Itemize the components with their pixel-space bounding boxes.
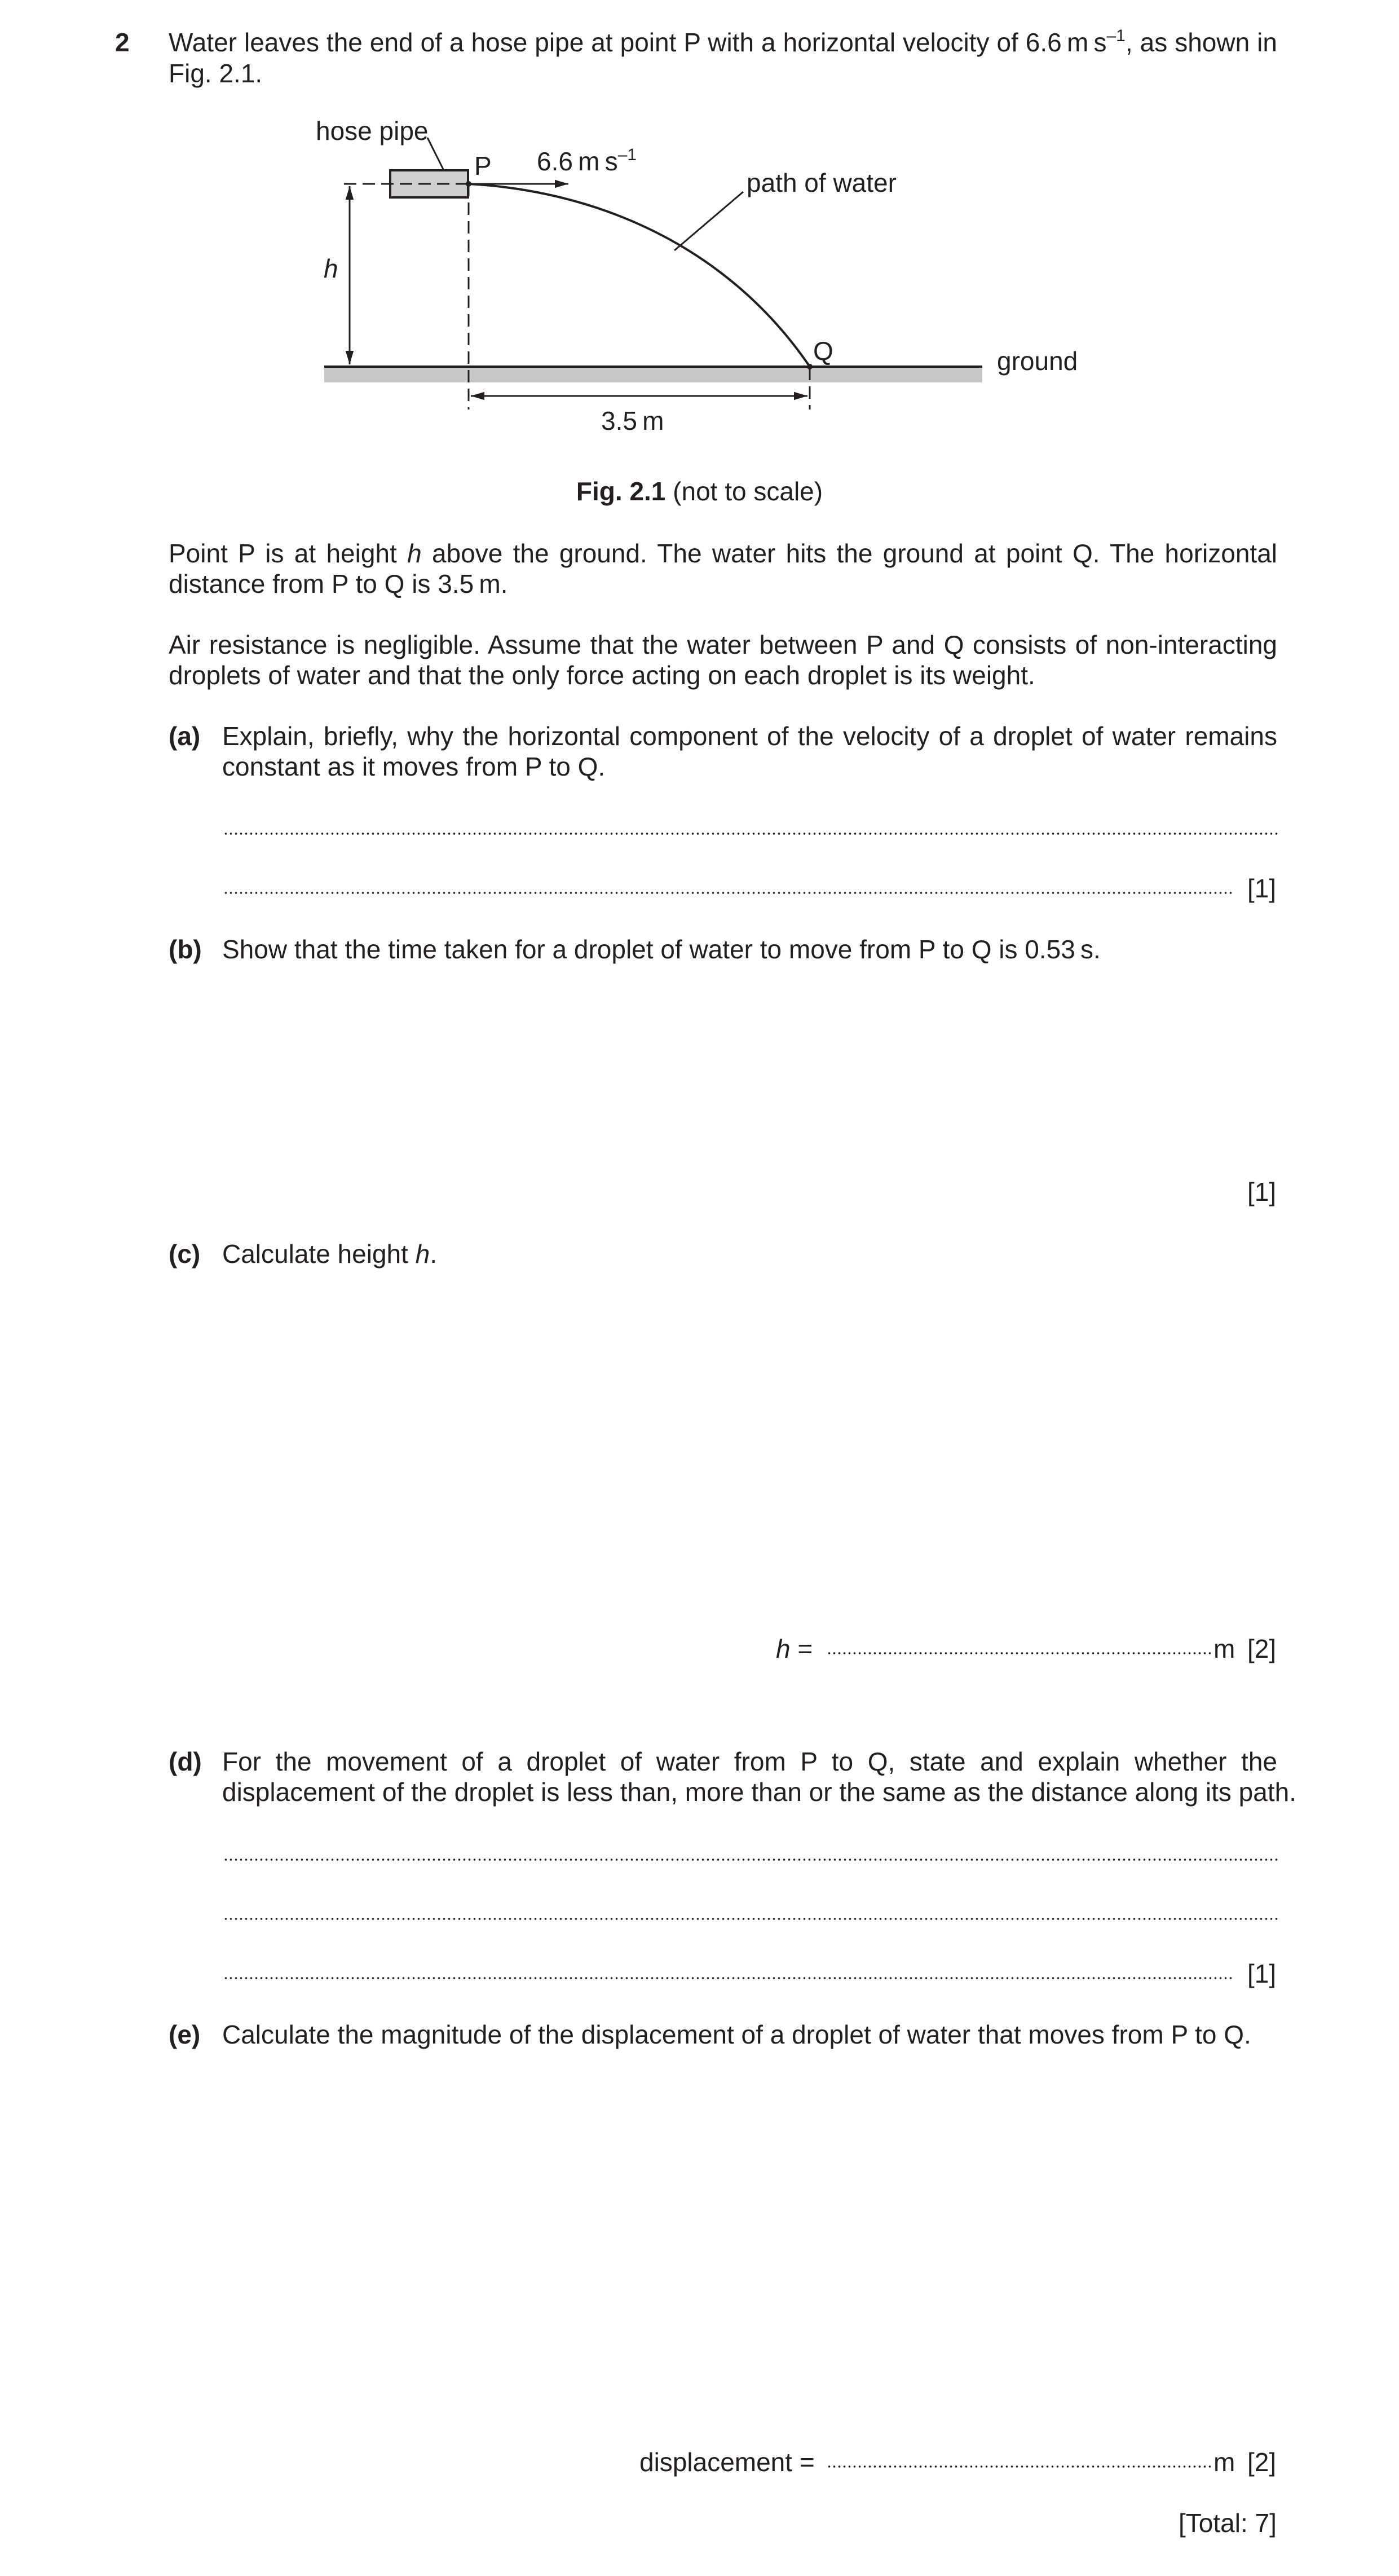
point-P	[466, 181, 471, 187]
part-c-label: (c)	[169, 1239, 201, 1269]
ground-strip	[324, 367, 982, 382]
label-ground: ground	[997, 346, 1078, 376]
part-c-answer-label: h =	[776, 1634, 813, 1663]
part-d-answer-line-3[interactable]	[223, 1976, 1233, 1980]
info-paragraph1-line2: distance from P to Q is 3.5 m.	[169, 569, 508, 598]
part-e-marks: [2]	[1247, 2447, 1277, 2477]
part-c-unit: m	[1213, 1634, 1235, 1663]
part-c-answer-line[interactable]	[827, 1652, 1211, 1655]
part-a-text-line1: Explain, briefly, why the horizontal component of the velocity of a droplet of water remains	[222, 721, 1277, 751]
part-d-answer-line-1[interactable]	[223, 1858, 1278, 1861]
part-d-answer-line-2[interactable]	[223, 1917, 1278, 1921]
part-e-label: (e)	[169, 2020, 201, 2049]
label-hose-pipe: hose pipe	[316, 116, 429, 146]
part-d-text-line2: displacement of the droplet is less than, more than or the same as the distance along its path.	[222, 1777, 1296, 1807]
part-d-label: (d)	[169, 1747, 202, 1776]
part-c-marks: [2]	[1247, 1634, 1277, 1663]
info-paragraph1-line1: Point P is at height h above the ground. The water hits the ground at point Q. The horizontal	[169, 539, 1277, 568]
part-e-unit: m	[1213, 2447, 1235, 2477]
part-e-answer-label: displacement =	[639, 2447, 815, 2477]
part-b-label: (b)	[169, 935, 202, 964]
total-marks: [Total: 7]	[1179, 2508, 1277, 2538]
part-a-label: (a)	[169, 721, 201, 751]
figure-caption: Fig. 2.1 (not to scale)	[576, 477, 823, 506]
part-a-marks: [1]	[1247, 874, 1277, 903]
part-a-answer-line-1[interactable]	[223, 832, 1278, 835]
part-a-answer-line-2[interactable]	[223, 891, 1233, 895]
question-intro-line2: Fig. 2.1.	[169, 59, 263, 88]
label-path-of-water: path of water	[747, 168, 897, 197]
label-h: h	[324, 254, 338, 283]
point-Q	[807, 364, 813, 369]
water-path	[469, 184, 810, 367]
label-Q: Q	[813, 336, 833, 366]
part-b-text: Show that the time taken for a droplet of water to move from P to Q is 0.53 s.	[222, 935, 1101, 964]
part-b-marks: [1]	[1247, 1177, 1277, 1206]
part-d-marks: [1]	[1247, 1959, 1277, 1988]
part-e-text: Calculate the magnitude of the displacement of a droplet of water that moves from P to Q.	[222, 2020, 1251, 2049]
hose-pipe-leader	[427, 138, 443, 169]
info-paragraph2-line2: droplets of water and that the only force acting on each droplet is its weight.	[169, 660, 1035, 690]
question-intro-line1: Water leaves the end of a hose pipe at point P with a horizontal velocity of 6.6 m $s^{-1}$, as shown in	[169, 27, 1277, 57]
water-path-leader	[674, 192, 743, 250]
part-a-text-line2: constant as it moves from P to Q.	[222, 752, 606, 781]
figure-hose-trajectory	[0, 0, 1399, 468]
part-c-text: Calculate height h.	[222, 1239, 438, 1269]
part-e-answer-line[interactable]	[827, 2465, 1211, 2468]
info-paragraph2-line1: Air resistance is negligible. Assume that the water between P and Q consists of non-interacting	[169, 630, 1277, 659]
part-d-text-line1: For the movement of a droplet of water from P to Q, state and explain whether the	[222, 1747, 1277, 1776]
question-number: 2	[115, 28, 130, 57]
label-P: P	[474, 151, 492, 180]
label-velocity: 6.6 m $s^{-1}$	[537, 146, 637, 176]
label-distance: 3.5 m	[601, 406, 664, 435]
